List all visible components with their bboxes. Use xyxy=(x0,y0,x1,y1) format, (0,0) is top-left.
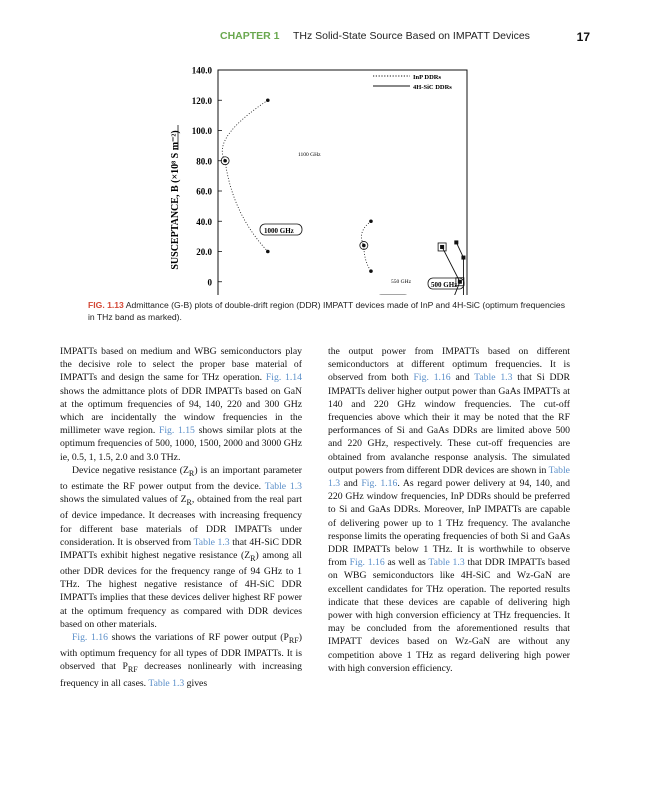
subscript: R xyxy=(188,468,195,478)
y-tick-label: 140.0 xyxy=(191,65,212,76)
subscript: R xyxy=(250,553,256,563)
subscript: RF xyxy=(288,636,299,646)
y-tick-labels xyxy=(192,66,213,296)
text-run: and xyxy=(340,478,362,490)
y-tick-label: 20.0 xyxy=(196,247,212,257)
data-point-inp xyxy=(369,219,373,223)
text-run: gives xyxy=(184,677,208,689)
table-link[interactable]: Table 1.3 xyxy=(148,677,185,689)
text-run: ) is an important parameter to estimate the RF power output from the device. xyxy=(60,464,302,492)
caption-label: FIG. 1.13 xyxy=(88,300,124,310)
figure-link[interactable]: Fig. 1.16 xyxy=(72,632,108,644)
paragraph xyxy=(60,631,302,690)
body-column-right xyxy=(328,345,570,675)
table-link[interactable]: Table 1.3 xyxy=(193,536,230,548)
legend-entry-sic: 4H-SiC DDRs xyxy=(413,84,452,91)
text-run: shows the variations of RF power output (P xyxy=(107,632,289,644)
figure-caption xyxy=(88,300,568,323)
text-run: that Si DDR IMPATTs deliver higher output power than GaAs IMPATTs at 140 and 220 GHz window frequencies. The cut-off frequencies above which their it may be noted that the RF performances of Si and GaAs DDRs are limited above 500 and 220 GHz, respectively. These cut-off frequencies are obtained from avalanche response analysis. The simulated output powers from different DDR devices are shown in xyxy=(328,372,570,476)
data-point-sic xyxy=(440,245,444,249)
anno-1100-inp: 1100 GHz xyxy=(298,152,321,158)
subscript: RF xyxy=(127,665,138,675)
table-link[interactable]: Table 1.3 xyxy=(328,464,570,490)
paragraph xyxy=(328,345,570,675)
plot-frame xyxy=(218,70,467,295)
y-tick-label: 60.0 xyxy=(196,186,212,197)
text-run: , obtained from the real part of device impedance. It decreases with increasing frequency for different base materials of DDR IMPATTs under consideration. It is observed from xyxy=(60,494,303,548)
text-run: and xyxy=(450,372,475,384)
y-axis-label: SUSCEPTANCE, B (×10⁸ S m⁻²) xyxy=(170,130,181,270)
data-point-inp xyxy=(266,250,270,254)
text-run: IMPATTs based on medium and WBG semiconductors play the decisive role to select the proper base material of IMPATTs and design the same for THz operation. xyxy=(60,346,302,384)
text-run: decreases nonlinearly with increasing frequency in all cases. xyxy=(60,661,302,689)
text-run: . As regard power delivery at 94, 140, and 220 GHz window frequencies, InP DDRs should be preferred to Si and GaAs DDRs. Moreover, InP IMPATTs are capable of delivering power up to 1 THz frequency. The avalanche response limits the operating frequencies of both Si and GaAs DDR IMPATTs below 1 THz. It is worthwhile to observe from xyxy=(328,478,570,569)
axis-ticks xyxy=(218,70,467,295)
paragraph xyxy=(60,345,302,464)
admittance-chart xyxy=(0,55,648,295)
y-tick-label: 100.0 xyxy=(191,126,212,136)
data-point-inp xyxy=(362,244,366,248)
page-header xyxy=(60,30,590,46)
figure-link[interactable]: Fig. 1.16 xyxy=(413,372,451,384)
y-tick-label: 120.0 xyxy=(191,95,212,106)
inp-curve-high xyxy=(222,100,268,251)
text-run: ) with optimum frequency for all types of DDR IMPATTs. It is observed that P xyxy=(60,632,302,673)
text-run: the output power from IMPATTs based on different semiconductors at different optimum frequencies. It is observed from both xyxy=(328,346,570,384)
text-run: ) among all other DDR devices for the frequency range of 94 GHz to 1 THz. The highest negative resistance of 4H-SiC DDR IMPATTs implies that these devices deliver highest RF power at the optimum frequency as compared with DDR devices based on other materials. xyxy=(60,549,302,630)
data-point-inp xyxy=(223,159,227,163)
table-link[interactable]: Table 1.3 xyxy=(264,480,302,492)
text-run: that DDR IMPATTs based on WBG semiconductors like 4H-SiC and Wz-GaN are excellent candidates for THz operation. The reported results indicate that these devices are capable of delivering high power with high conversion efficiency at THz frequencies. It may be concluded from the aforementioned results that IMPATT devices based on Wz-GaN are without any competition above 1 THz as regard delivering high power with high conversion efficiency. xyxy=(328,557,570,674)
data-point-sic xyxy=(461,256,465,260)
data-point-inp xyxy=(266,98,270,102)
text-run: shows the admittance plots of DDR IMPATTs based on GaN at the optimum frequencies of 94, 140, 220 and 300 GHz which are incidentally the window frequencies in the millimeter wave region. xyxy=(60,385,302,437)
subscript: R xyxy=(186,498,192,508)
anno-550-inp: 550 GHz xyxy=(391,279,412,285)
y-tick-label: 80.0 xyxy=(196,156,212,167)
chapter-label: CHAPTER 1 xyxy=(220,30,280,42)
figure-link[interactable]: Fig. 1.16 xyxy=(349,557,385,569)
anno-1000-inp: 1000 GHz xyxy=(264,227,294,235)
text-run: that 4H-SiC DDR IMPATTs exhibit highest negative resistance (Z xyxy=(60,536,302,561)
text-run: shows similar plots at the optimum frequencies of 500, 1000, 1500, 2000 and 3000 GHz ie, 0.5, 1, 1.5, 2.0 and 3.0 THz. xyxy=(60,425,302,463)
figure-link[interactable]: Fig. 1.16 xyxy=(361,478,398,490)
caption-text: Admittance (G-B) plots of double-drift region (DDR) IMPATT devices made of InP and 4H-SiC (optimum frequencies in THz band as marked). xyxy=(88,300,565,322)
y-tick-label: 0 xyxy=(207,277,212,288)
anno-500-sic: 500 GHz xyxy=(431,281,458,289)
page-number: 17 xyxy=(576,30,590,44)
figure-link[interactable]: Fig. 1.14 xyxy=(265,372,302,384)
data-points xyxy=(221,98,465,295)
figure-link[interactable]: Fig. 1.15 xyxy=(158,425,195,437)
running-title: THz Solid-State Source Based on IMPATT Devices xyxy=(293,30,530,42)
text-run: as well as xyxy=(384,557,429,569)
text-run: shows the simulated values of Z xyxy=(60,494,187,506)
y-tick-label: 40.0 xyxy=(196,216,212,227)
table-link[interactable]: Table 1.3 xyxy=(474,372,513,384)
body-column-left xyxy=(60,345,302,690)
paragraph xyxy=(60,464,302,631)
table-link[interactable]: Table 1.3 xyxy=(428,557,465,569)
data-point-inp xyxy=(369,269,373,273)
data-point-sic xyxy=(454,240,458,244)
text-run: Device negative resistance (Z xyxy=(72,464,189,476)
legend-entry-inp: InP DDRs xyxy=(413,74,441,81)
data-point-sic xyxy=(458,280,462,284)
